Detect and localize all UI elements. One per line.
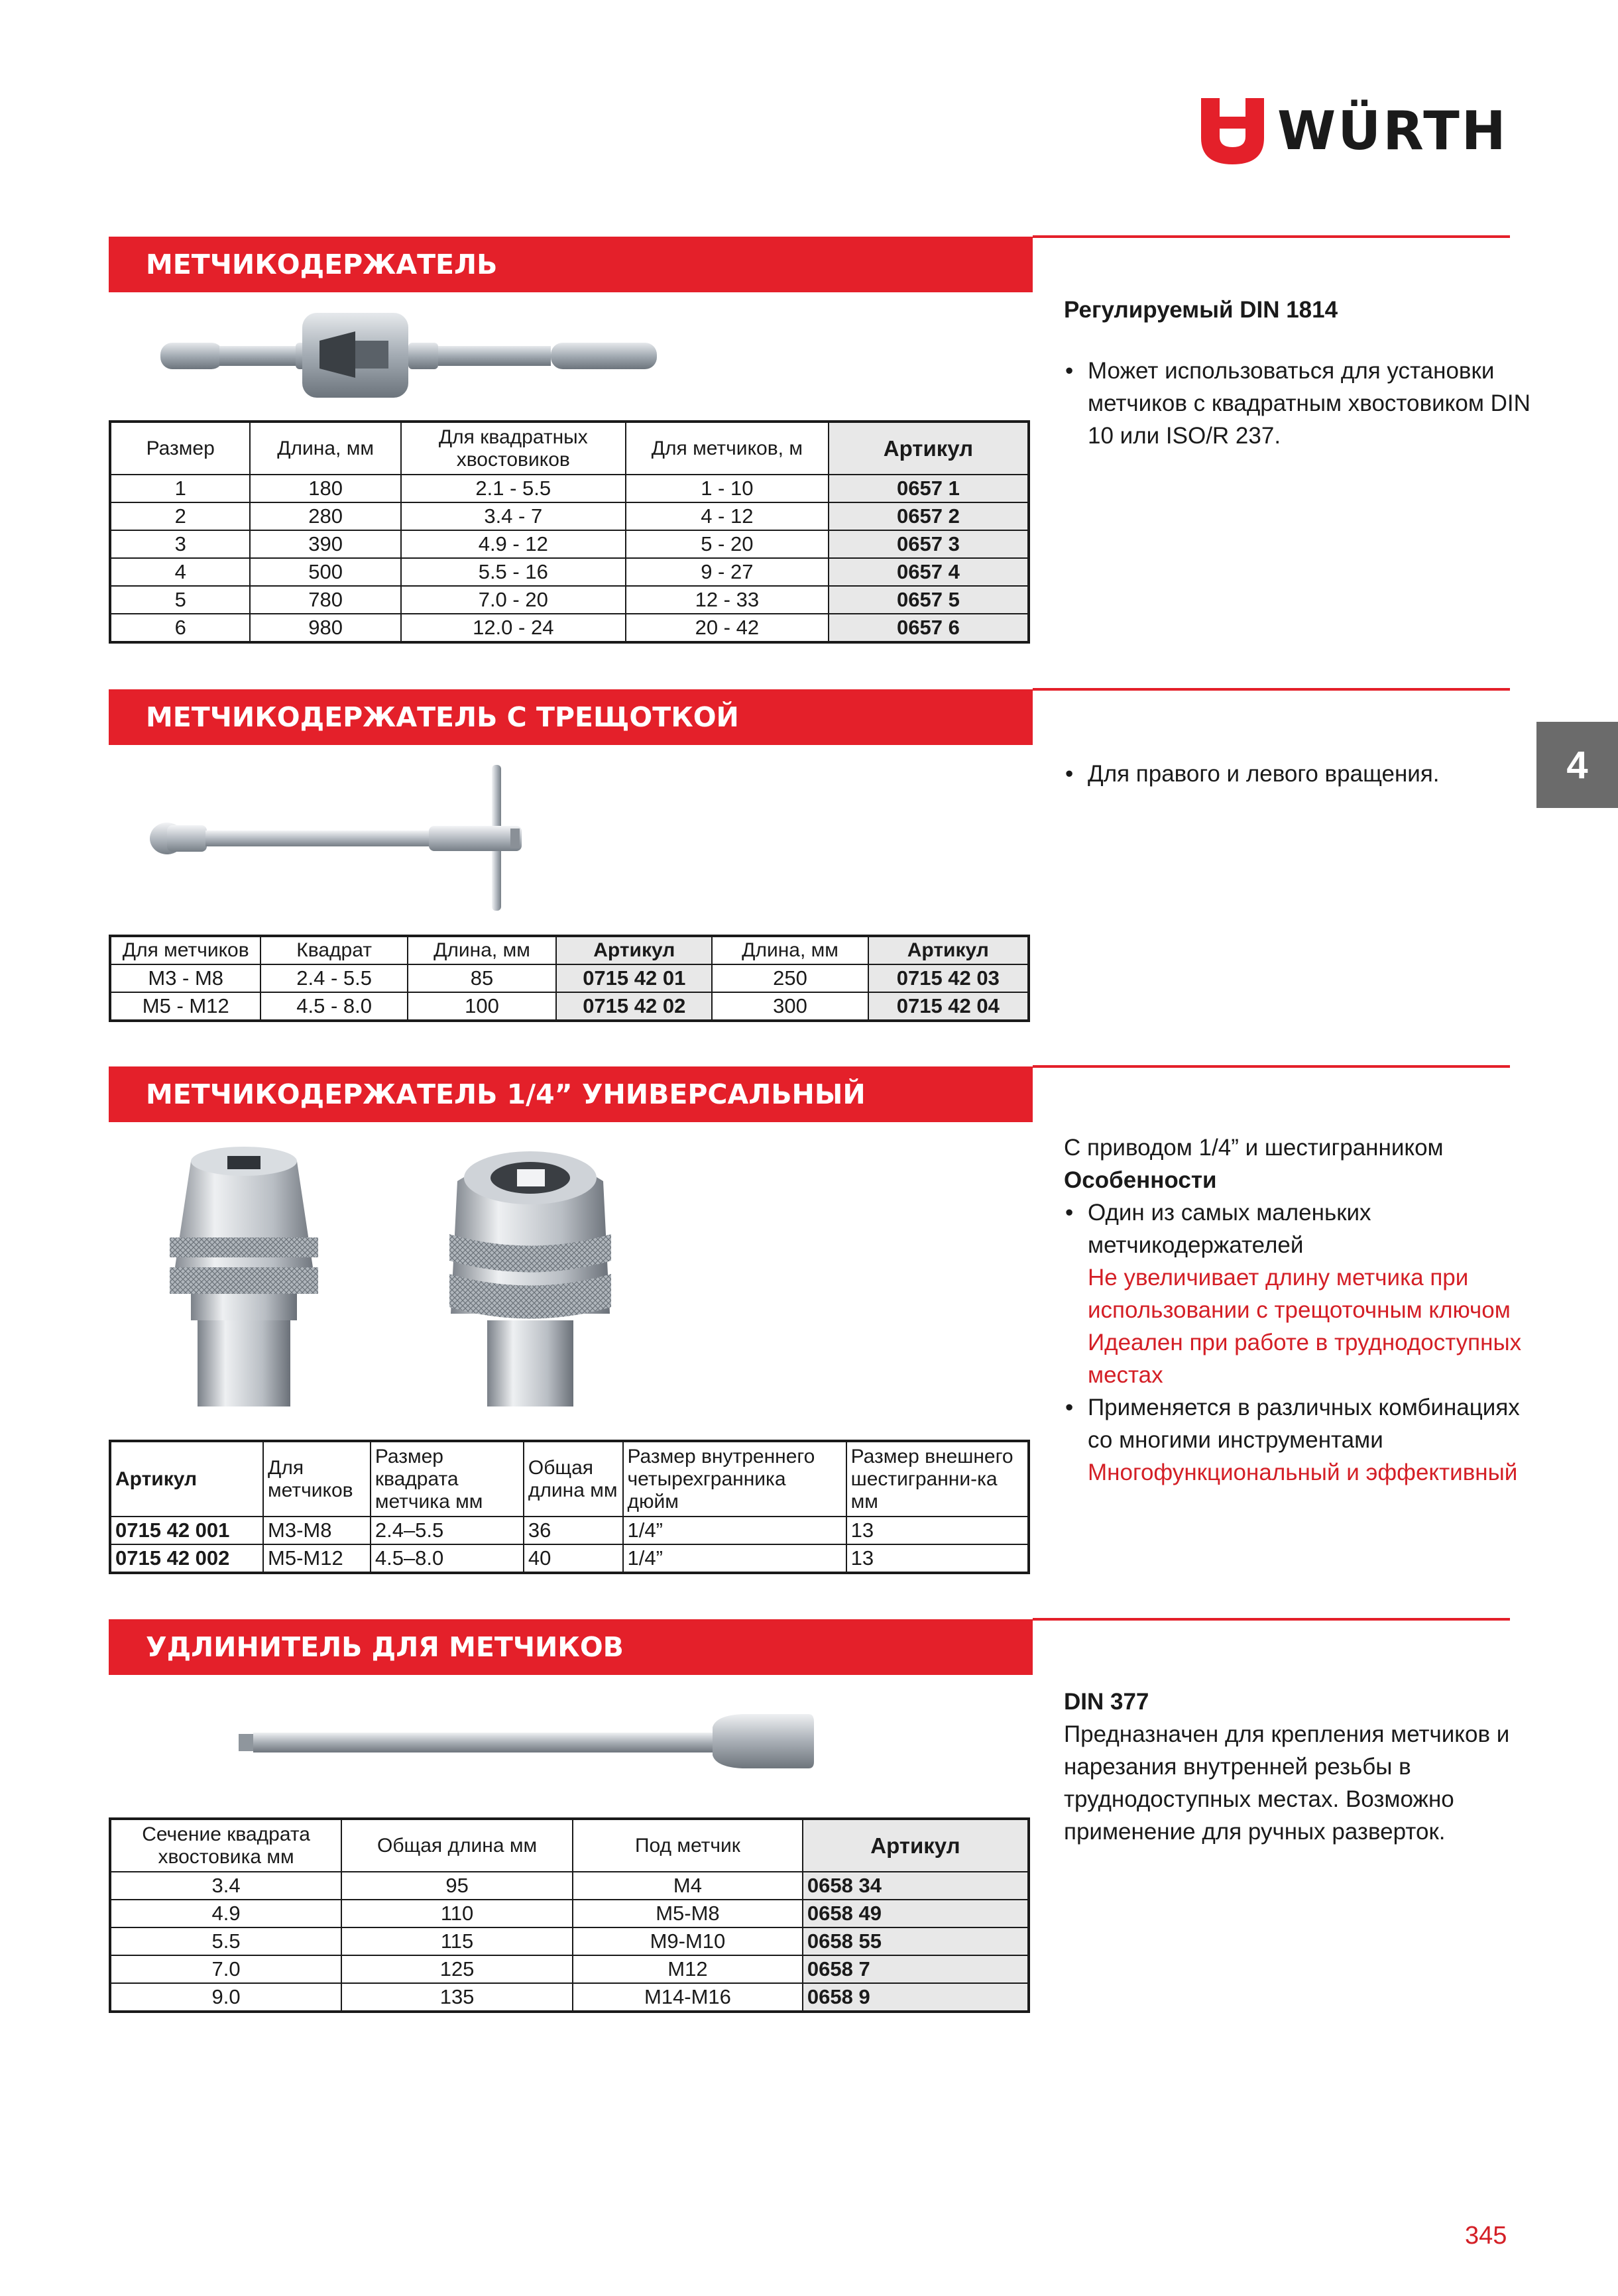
header-square-shank: Для квадратных хвостовиков [401, 422, 626, 475]
section-title: УДЛИНИТЕЛЬ ДЛЯ МЕТЧИКОВ [146, 1631, 624, 1663]
cell: 13 [846, 1544, 1029, 1573]
page-number: 345 [1465, 2222, 1507, 2250]
cell: 1/4” [623, 1544, 846, 1573]
header-total-length: Общая длина мм [524, 1441, 623, 1517]
article-cell: 0657 5 [829, 586, 1029, 614]
cell: 250 [712, 964, 868, 992]
cell: 500 [250, 558, 400, 586]
section-header [109, 237, 1033, 292]
wurth-logo-text: WÜRTH [1277, 100, 1508, 162]
header-square: Квадрат [260, 936, 407, 964]
table-row [110, 1517, 1029, 1544]
section3-features-heading: Особенности [1064, 1167, 1217, 1193]
article-cell: 0657 6 [829, 614, 1029, 642]
tap-wrench-image [156, 306, 660, 406]
cell: M5-M12 [263, 1544, 371, 1573]
cell: 135 [341, 1983, 573, 2012]
table-row [110, 614, 1029, 642]
cell: 12 - 33 [626, 586, 829, 614]
cell: 100 [408, 992, 556, 1021]
table-row [110, 1983, 1029, 2012]
cell: 5 [110, 586, 250, 614]
header-length-2: Длина, мм [712, 936, 868, 964]
article-cell: 0657 1 [829, 475, 1029, 502]
cell: 125 [341, 1955, 573, 1983]
article-cell: 0715 42 04 [868, 992, 1029, 1021]
table-row [110, 1955, 1029, 1983]
header-for-tap: Под метчик [573, 1819, 803, 1872]
cell: 300 [712, 992, 868, 1021]
header-article: Артикул [829, 422, 1029, 475]
header-length: Длина, мм [250, 422, 400, 475]
header-outer-hex: Размер внешнего шестигранни-ка мм [846, 1441, 1029, 1517]
article-cell: 0658 34 [803, 1872, 1029, 1900]
cell: 20 - 42 [626, 614, 829, 642]
section3-highlight-1: Не увеличивает длину метчика при использовании с трещоточным ключом [1088, 1265, 1511, 1323]
cell: 4.9 [110, 1900, 341, 1927]
article-cell: 0715 42 002 [110, 1544, 263, 1573]
cell: 4.5–8.0 [371, 1544, 524, 1573]
header-size: Размер [110, 422, 250, 475]
cell: 115 [341, 1927, 573, 1955]
section3-bullet-2: • Применяется в различных комбинациях со многими инструментами [1064, 1391, 1541, 1456]
section3-intro: С приводом 1/4” и шестигранником [1064, 1135, 1444, 1161]
article-cell: 0715 42 01 [556, 964, 712, 992]
cell: 2.4 - 5.5 [260, 964, 407, 992]
cell: 85 [408, 964, 556, 992]
cell: 2 [110, 502, 250, 530]
article-cell: 0658 7 [803, 1955, 1029, 1983]
cell: 280 [250, 502, 400, 530]
header-total-length: Общая длина мм [341, 1819, 573, 1872]
article-cell: 0657 2 [829, 502, 1029, 530]
ratchet-tap-wrench-table [109, 935, 1030, 1022]
cell: 3.4 [110, 1872, 341, 1900]
cell: 1 [110, 475, 250, 502]
header-article: Артикул [556, 936, 712, 964]
section2-bullet: • Для правого и левого вращения. [1064, 758, 1541, 790]
section-header [109, 1619, 1033, 1675]
cell: 13 [846, 1517, 1029, 1544]
cell: 1/4” [623, 1517, 846, 1544]
article-cell: 0657 4 [829, 558, 1029, 586]
tap-holder-image-left [151, 1141, 337, 1413]
cell: 7.0 [110, 1955, 341, 1983]
table-row [110, 475, 1029, 502]
universal-tap-holder-table [109, 1440, 1030, 1574]
section4-text: Предназначен для крепления метчиков и нарезания внутренней резьбы в труднодоступных местах. Возможно применение для ручных разверток. [1064, 1721, 1510, 1845]
cell: 3 [110, 530, 250, 558]
cell: 5 - 20 [626, 530, 829, 558]
tap-wrench-table [109, 420, 1030, 644]
cell: M4 [573, 1872, 803, 1900]
table-row [110, 502, 1029, 530]
header-taps: Для метчиков [263, 1441, 371, 1517]
cell: M3 - M8 [110, 964, 260, 992]
cell: 390 [250, 530, 400, 558]
header-inner-square: Размер внутреннего четырехгранника дюйм [623, 1441, 846, 1517]
section-title: МЕТЧИКОДЕРЖАТЕЛЬ С ТРЕЩОТКОЙ [146, 701, 739, 733]
table-row [110, 964, 1029, 992]
section4-description [1064, 1686, 1541, 1848]
article-cell: 0657 3 [829, 530, 1029, 558]
table-row [110, 1900, 1029, 1927]
section-divider [1033, 1618, 1510, 1621]
cell: M9-M10 [573, 1927, 803, 1955]
chapter-tab[interactable]: 4 [1536, 722, 1618, 808]
cell: 6 [110, 614, 250, 642]
cell: 2.4–5.5 [371, 1517, 524, 1544]
wurth-logo [1201, 98, 1513, 164]
article-cell: 0715 42 02 [556, 992, 712, 1021]
header-article-2: Артикул [868, 936, 1029, 964]
cell: 980 [250, 614, 400, 642]
section3-highlight-2: Идеален при работе в труднодоступных местах [1088, 1330, 1522, 1388]
section2-description [1064, 758, 1541, 790]
cell: 12.0 - 24 [401, 614, 626, 642]
header-article: Артикул [803, 1819, 1029, 1872]
header-square-size: Размер квадрата метчика мм [371, 1441, 524, 1517]
cell: 180 [250, 475, 400, 502]
cell: M5 - M12 [110, 992, 260, 1021]
cell: M5-M8 [573, 1900, 803, 1927]
ratchet-tap-wrench-image [147, 762, 551, 915]
cell: 4.5 - 8.0 [260, 992, 407, 1021]
cell: 780 [250, 586, 400, 614]
cell: 9.0 [110, 1983, 341, 2012]
table-row [110, 1927, 1029, 1955]
header-length: Длина, мм [408, 936, 556, 964]
header-square-section: Сечение квадрата хвостовика мм [110, 1819, 341, 1872]
section1-description [1064, 294, 1541, 452]
table-row [110, 1872, 1029, 1900]
section1-bullet: • Может использоваться для установки метчиков с квадратным хвостовиком DIN 10 или ISO/R 237. [1064, 355, 1541, 452]
cell: M12 [573, 1955, 803, 1983]
cell: 40 [524, 1544, 623, 1573]
table-row [110, 586, 1029, 614]
cell: 95 [341, 1872, 573, 1900]
cell: 1 - 10 [626, 475, 829, 502]
section3-bullet-1: • Один из самых маленьких метчикодержателей [1064, 1196, 1541, 1261]
tap-holder-image-right [431, 1141, 630, 1413]
section-divider [1033, 688, 1510, 691]
cell: 9 - 27 [626, 558, 829, 586]
wurth-logo-mark-icon [1201, 98, 1264, 164]
table-row [110, 530, 1029, 558]
header-taps: Для метчиков, м [626, 422, 829, 475]
section-title: МЕТЧИКОДЕРЖАТЕЛЬ 1/4” УНИВЕРСАЛЬНЫЙ [146, 1078, 866, 1110]
table-row [110, 1544, 1029, 1573]
article-cell: 0658 55 [803, 1927, 1029, 1955]
cell: M3-M8 [263, 1517, 371, 1544]
article-cell: 0658 9 [803, 1983, 1029, 2012]
cell: 4 [110, 558, 250, 586]
article-cell: 0658 49 [803, 1900, 1029, 1927]
article-cell: 0715 42 03 [868, 964, 1029, 992]
cell: 5.5 - 16 [401, 558, 626, 586]
section4-heading: DIN 377 [1064, 1689, 1149, 1715]
tap-extension-table [109, 1817, 1030, 2013]
cell: M14-M16 [573, 1983, 803, 2012]
tap-extension-image [239, 1703, 815, 1776]
section-header [109, 1066, 1033, 1122]
section3-description [1064, 1131, 1541, 1489]
cell: 5.5 [110, 1927, 341, 1955]
section1-heading: Регулируемый DIN 1814 [1064, 297, 1338, 323]
section-header [109, 689, 1033, 745]
section-divider [1033, 1065, 1510, 1068]
table-row [110, 992, 1029, 1021]
table-row [110, 558, 1029, 586]
section-divider [1033, 235, 1510, 238]
cell: 36 [524, 1517, 623, 1544]
cell: 7.0 - 20 [401, 586, 626, 614]
section-title: МЕТЧИКОДЕРЖАТЕЛЬ [146, 249, 498, 280]
section3-highlight-3: Многофункциональный и эффективный [1088, 1460, 1518, 1485]
header-article: Артикул [110, 1441, 263, 1517]
header-taps: Для метчиков [110, 936, 260, 964]
cell: 4 - 12 [626, 502, 829, 530]
cell: 2.1 - 5.5 [401, 475, 626, 502]
cell: 3.4 - 7 [401, 502, 626, 530]
article-cell: 0715 42 001 [110, 1517, 263, 1544]
cell: 4.9 - 12 [401, 530, 626, 558]
cell: 110 [341, 1900, 573, 1927]
